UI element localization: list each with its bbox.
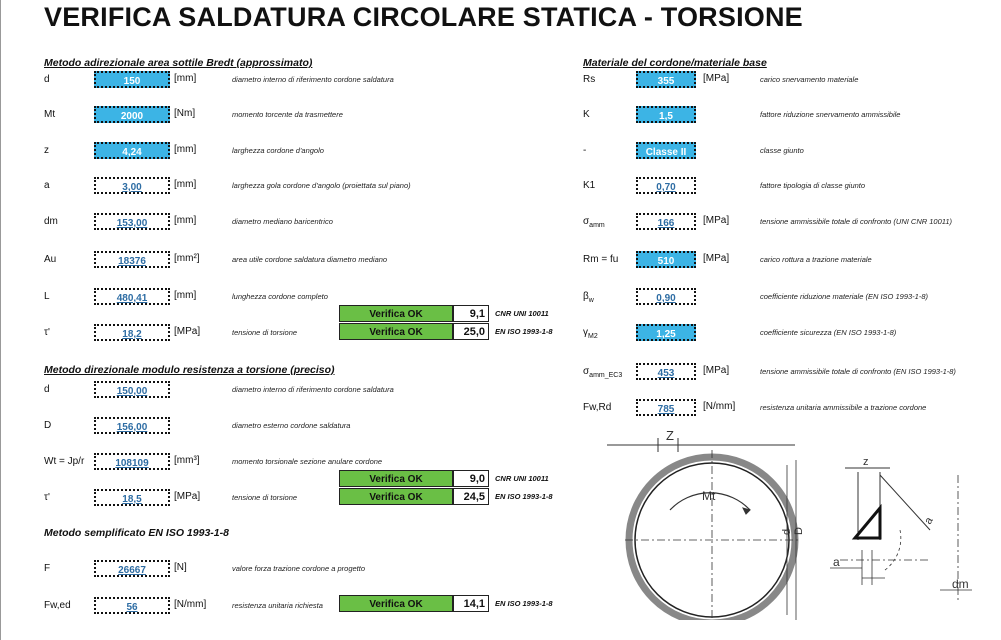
- bredt-check-2-value: 25,0: [453, 323, 489, 340]
- material-symbol: Rs: [583, 74, 596, 85]
- bredt-check-1-label: Verifica OK: [339, 305, 453, 322]
- label-z: Z: [666, 428, 674, 443]
- left-border: [0, 0, 1, 640]
- material-description: fattore tipologia di classe giunto: [760, 181, 866, 190]
- bredt-unit: [Nm]: [174, 108, 196, 119]
- bredt-description: larghezza cordone d'angolo: [232, 146, 324, 155]
- precise-symbol: D: [44, 420, 52, 431]
- simplified-description: resistenza unitaria richiesta: [232, 601, 323, 610]
- simplified-value-cell: 26667: [94, 560, 170, 577]
- precise-check-2-norm: EN ISO 1993-1-8: [495, 492, 553, 501]
- simplified-value-cell: 56: [94, 597, 170, 614]
- bredt-description: momento torcente da trasmettere: [232, 110, 343, 119]
- bredt-value-cell: 3,00: [94, 177, 170, 194]
- label-z-section: z: [863, 456, 869, 468]
- label-dm: dm: [952, 577, 969, 591]
- material-value-cell[interactable]: 1,5: [636, 106, 696, 123]
- material-value-cell: 453: [636, 363, 696, 380]
- material-symbol: $\sigma_{amm}$: [583, 216, 605, 229]
- material-symbol: $\sigma_{amm\_EC3}$: [583, 366, 623, 379]
- precise-check-1-norm: CNR UNI 10011: [495, 474, 549, 483]
- simplified-unit: [N]: [174, 562, 187, 573]
- bredt-value-cell[interactable]: 2000: [94, 106, 170, 123]
- section-precise-title: Metodo direzionale modulo resistenza a torsione (preciso): [44, 364, 335, 376]
- precise-check-2-label: Verifica OK: [339, 488, 453, 505]
- bredt-description: area utile cordone saldatura diametro mediano: [232, 255, 388, 264]
- material-symbol: $\beta_w$: [583, 291, 594, 304]
- bredt-symbol: d: [44, 74, 50, 85]
- material-symbol: K1: [583, 180, 596, 191]
- material-description: coefficiente riduzione materiale (EN ISO 1993-1-8): [760, 292, 928, 301]
- material-description: coefficiente sicurezza (EN ISO 1993-1-8): [760, 328, 897, 337]
- bredt-unit: [mm]: [174, 144, 197, 155]
- bredt-symbol: a: [44, 180, 50, 191]
- bredt-check-2-norm: EN ISO 1993-1-8: [495, 327, 553, 336]
- precise-value-cell: 108109: [94, 453, 170, 470]
- precise-description: momento torsionale sezione anulare cordone: [232, 457, 383, 466]
- bredt-unit: [mm]: [174, 73, 197, 84]
- material-description: tensione ammissibile totale di confronto (EN ISO 1993-1-8): [760, 367, 956, 376]
- bredt-description: tensione di torsione: [232, 328, 298, 337]
- section-simplified-title: Metodo semplificato EN ISO 1993-1-8: [44, 527, 229, 539]
- material-unit: [MPa]: [703, 253, 730, 264]
- bredt-value-cell: 18376: [94, 251, 170, 268]
- section-bredt-title: Metodo adirezionale area sottile Bredt (approssimato): [44, 57, 313, 69]
- bredt-symbol: z: [44, 145, 49, 156]
- bredt-unit: [mm]: [174, 290, 197, 301]
- label-a: a: [833, 555, 840, 569]
- material-description: tensione ammissibile totale di confronto (UNI CNR 10011): [760, 217, 953, 226]
- material-value-cell[interactable]: 355: [636, 71, 696, 88]
- simplified-symbol: F: [44, 563, 51, 574]
- precise-symbol: Wt = Jp/r: [44, 456, 85, 467]
- bredt-description: lunghezza cordone completo: [232, 292, 328, 301]
- simplified-check-norm: EN ISO 1993-1-8: [495, 599, 553, 608]
- material-unit: [MPa]: [703, 73, 730, 84]
- material-symbol: Fw,Rd: [583, 402, 612, 413]
- bredt-description: diametro mediano baricentrico: [232, 217, 333, 226]
- bredt-value-cell: 18,2: [94, 324, 170, 341]
- bredt-description: diametro interno di riferimento cordone saldatura: [232, 75, 394, 84]
- bredt-symbol: Au: [44, 254, 57, 265]
- bredt-value-cell[interactable]: 150: [94, 71, 170, 88]
- material-unit: [N/mm]: [703, 401, 736, 412]
- bredt-value-cell: 153,00: [94, 213, 170, 230]
- material-unit: [MPa]: [703, 215, 730, 226]
- bredt-value-cell: 480,41: [94, 288, 170, 305]
- bredt-unit: [mm²]: [174, 253, 200, 264]
- bredt-unit: [mm]: [174, 215, 197, 226]
- material-value-cell[interactable]: Classe II: [636, 142, 696, 159]
- weld-diagram: [600, 420, 1000, 620]
- label-D: D: [793, 527, 805, 535]
- bredt-symbol: L: [44, 291, 50, 302]
- simplified-description: valore forza trazione cordone a progetto: [232, 564, 365, 573]
- simplified-unit: [N/mm]: [174, 599, 207, 610]
- bredt-value-cell[interactable]: 4,24: [94, 142, 170, 159]
- material-description: classe giunto: [760, 146, 804, 155]
- material-description: resistenza unitaria ammissibile a trazione cordone: [760, 403, 927, 412]
- precise-value-cell: 156,00: [94, 417, 170, 434]
- material-description: carico snervamento materiale: [760, 75, 859, 84]
- precise-check-1-value: 9,0: [453, 470, 489, 487]
- material-symbol: Rm = fu: [583, 254, 619, 265]
- bredt-check-2-label: Verifica OK: [339, 323, 453, 340]
- material-symbol: K: [583, 109, 590, 120]
- material-value-cell[interactable]: 510: [636, 251, 696, 268]
- bredt-check-1-value: 9,1: [453, 305, 489, 322]
- precise-value-cell: 18,5: [94, 489, 170, 506]
- material-value-cell: 785: [636, 399, 696, 416]
- material-symbol: $\gamma_{M2}$: [583, 327, 598, 340]
- material-symbol: -: [583, 145, 587, 156]
- precise-description: diametro esterno cordone saldatura: [232, 421, 351, 430]
- precise-value-cell: 150,00: [94, 381, 170, 398]
- material-value-cell[interactable]: 1,25: [636, 324, 696, 341]
- material-unit: [MPa]: [703, 365, 730, 376]
- bredt-check-1-norm: CNR UNI 10011: [495, 309, 549, 318]
- bredt-symbol: Mt: [44, 109, 56, 120]
- simplified-check-label: Verifica OK: [339, 595, 453, 612]
- material-value-cell: 0,90: [636, 288, 696, 305]
- bredt-symbol: dm: [44, 216, 58, 227]
- precise-symbol: d: [44, 384, 50, 395]
- material-description: fattore riduzione snervamento ammissibile: [760, 110, 901, 119]
- material-value-cell: 0,70: [636, 177, 696, 194]
- bredt-unit: [mm]: [174, 179, 197, 190]
- precise-description: tensione di torsione: [232, 493, 298, 502]
- weld-section-triangle: [855, 508, 880, 538]
- precise-description: diametro interno di riferimento cordone saldatura: [232, 385, 394, 394]
- label-a-section: a: [922, 515, 936, 527]
- simplified-check-value: 14,1: [453, 595, 489, 612]
- bredt-description: larghezza gola cordone d'angolo (proiettata sul piano): [232, 181, 411, 190]
- bredt-unit: [MPa]: [174, 326, 201, 337]
- precise-symbol: τ': [44, 492, 50, 503]
- bredt-symbol: τ': [44, 327, 50, 338]
- section-material-title: Materiale del cordone/materiale base: [583, 57, 767, 69]
- precise-check-1-label: Verifica OK: [339, 470, 453, 487]
- label-mt: Mt: [702, 489, 716, 503]
- material-description: carico rottura a trazione materiale: [760, 255, 872, 264]
- page-title: VERIFICA SALDATURA CIRCOLARE STATICA - TORSIONE: [44, 2, 803, 32]
- label-d: d: [781, 528, 793, 535]
- precise-unit: [mm³]: [174, 455, 200, 466]
- simplified-symbol: Fw,ed: [44, 600, 71, 611]
- precise-check-2-value: 24,5: [453, 488, 489, 505]
- precise-unit: [MPa]: [174, 491, 201, 502]
- material-value-cell: 166: [636, 213, 696, 230]
